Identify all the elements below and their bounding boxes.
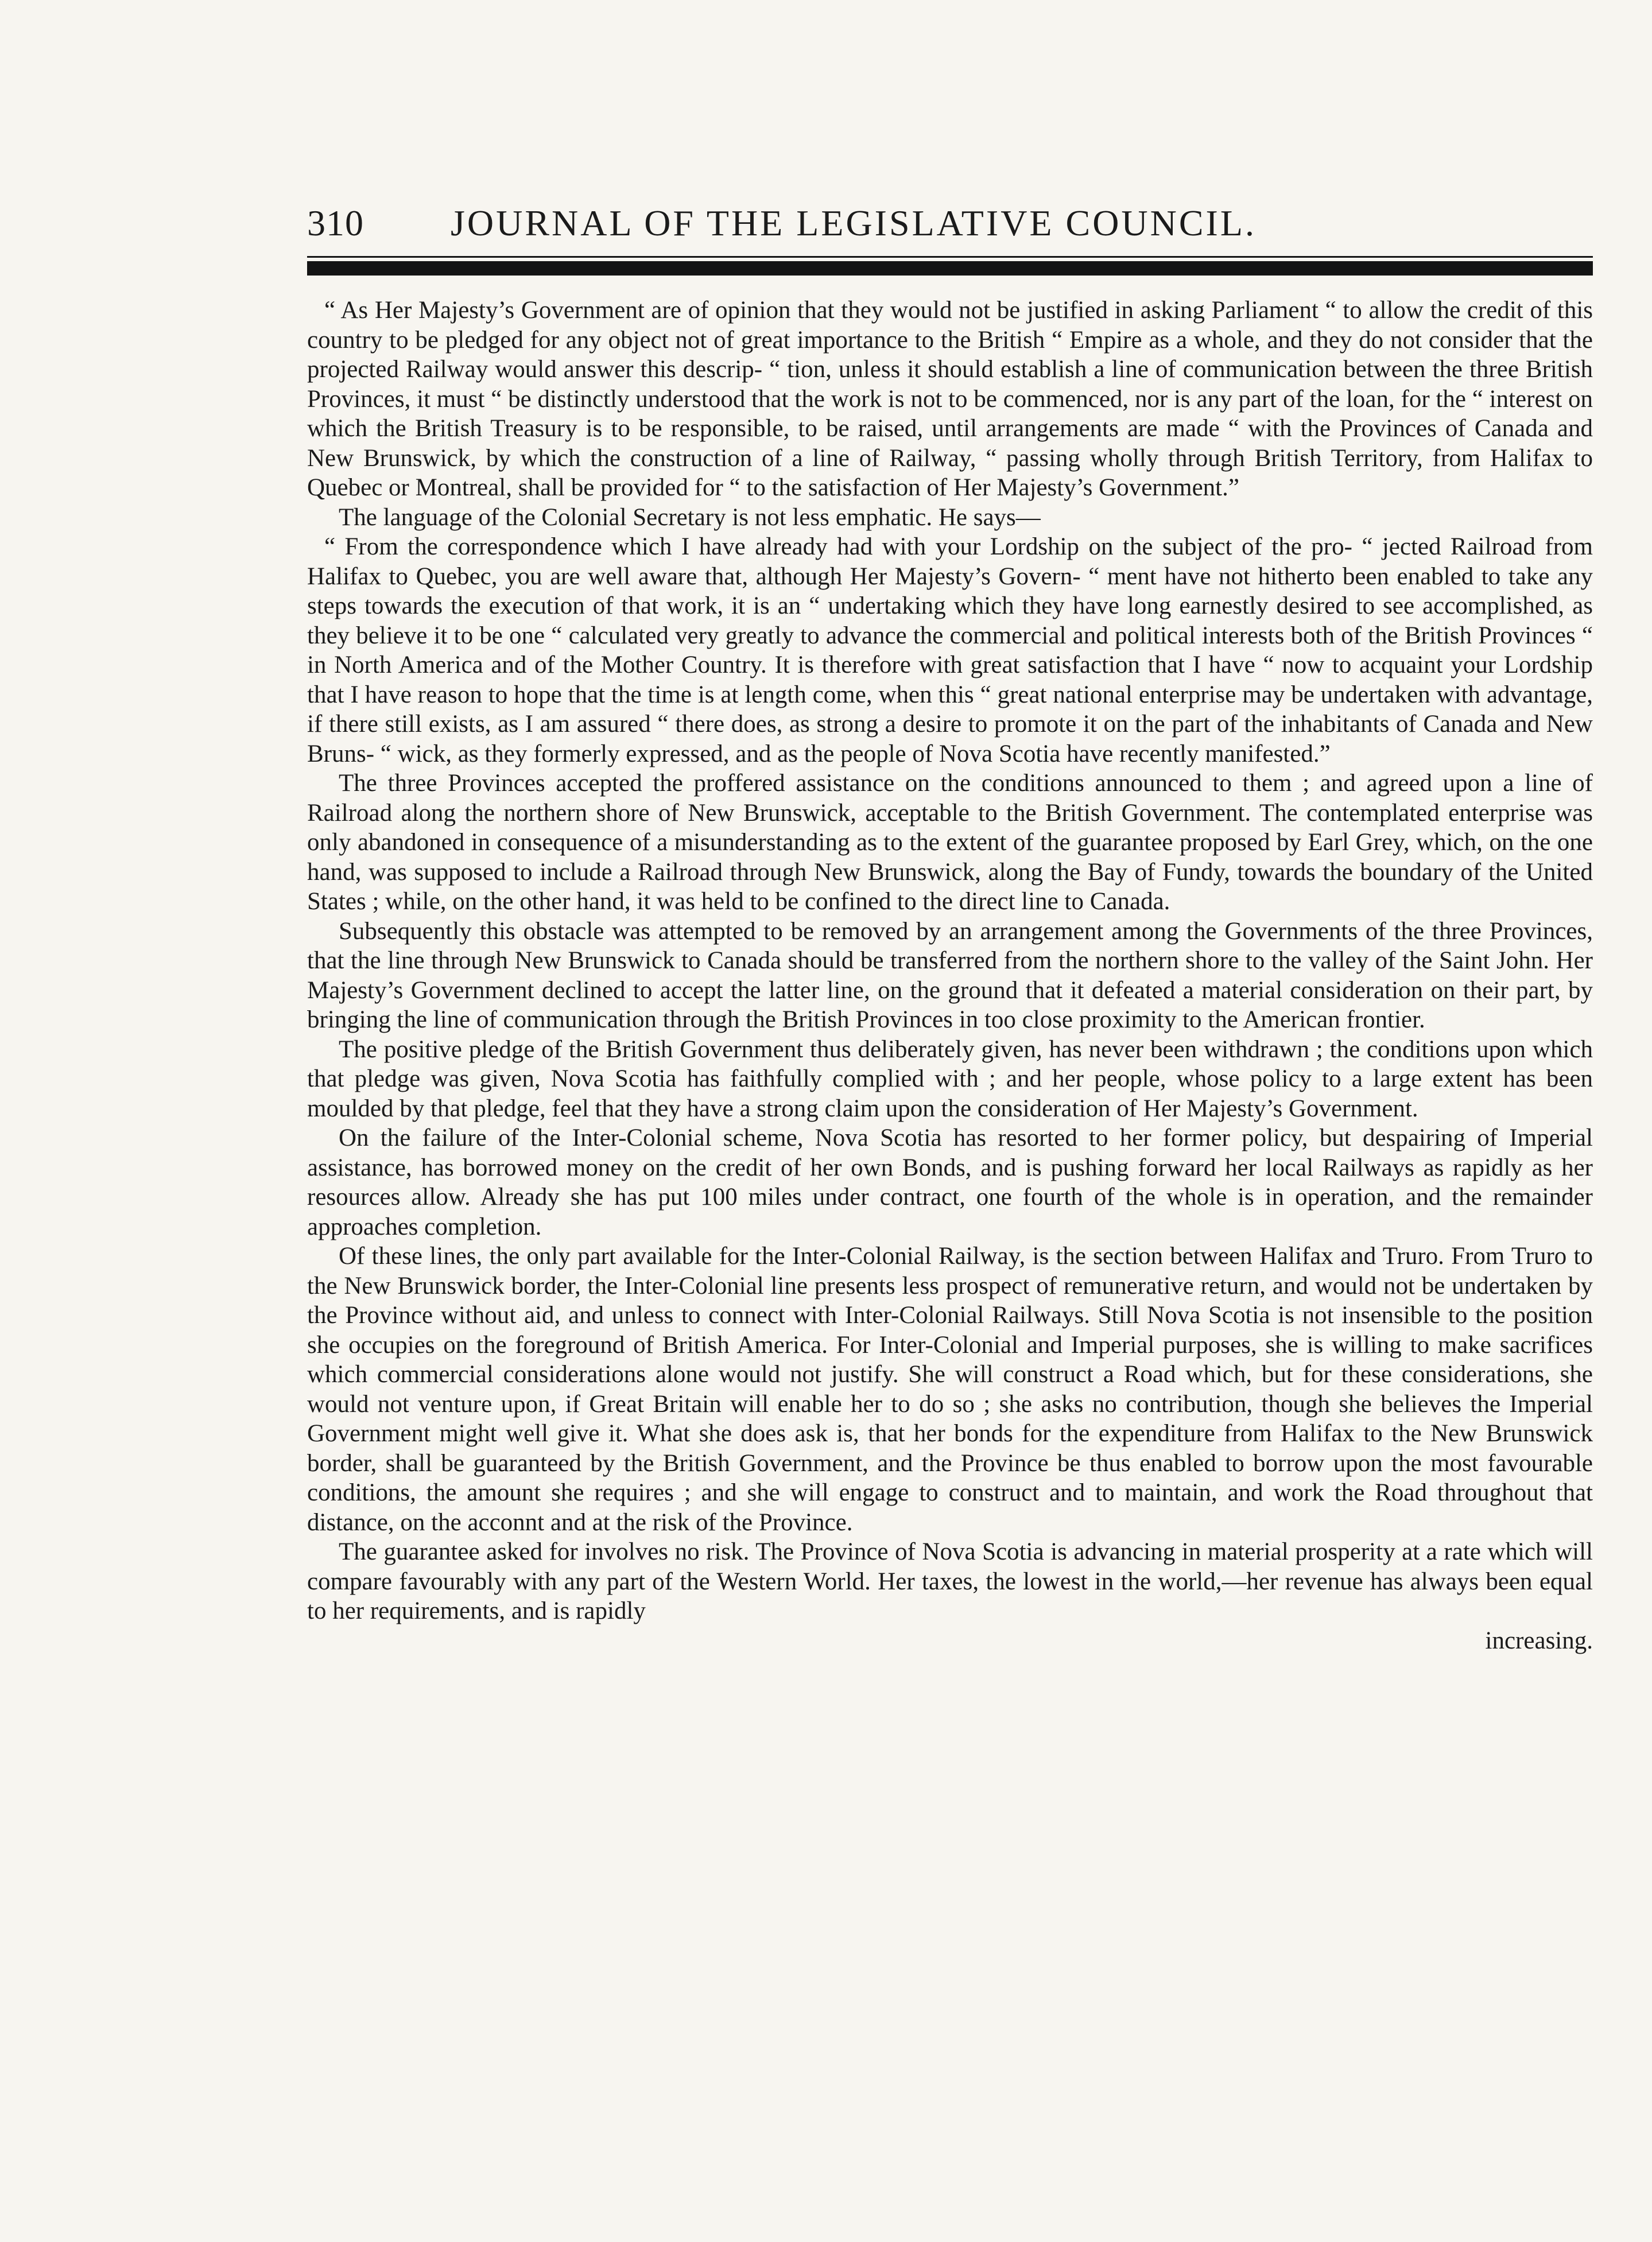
body-text: [307, 296, 1593, 1655]
header-rule: [307, 261, 1593, 276]
paragraph-quote-3: “ From the correspondence which I have already had with your Lordship on the subject of the pro- “ jected Railroad from Halifax to Quebec, you are well aware that, although Her Majesty’s Govern- “ ment have not hitherto been enabled to take any steps towards the execution of that work, it is an “ undertaking which they have long earnestly desired to see accomplished, as they believe it to be one “ calculated very greatly to advance the commercial and political interests both of the British Provinces “ in North America and of the Mother Country. It is therefore with great satisfaction that I have “ now to acquaint your Lordship that I have reason to hope that the time is at length come, when this “ great national enterprise may be undertaken with advantage, if there still exists, as I am assured “ there does, as strong a desire to promote it on the part of the inhabitants of Canada and New Bruns- “ wick, as they formerly expressed, and as the people of Nova Scotia have recently manifested.”: [307, 533, 1593, 767]
running-title: JOURNAL OF THE LEGISLATIVE COUNCIL.: [451, 203, 1257, 243]
paragraph-6: The positive pledge of the British Government thus deliberately given, has never been withdrawn ; the conditions upon which that pledge was given, Nova Scotia has faithfully complied with ; and her people, whose policy to a large extent has been moulded by that pledge, feel that they have a strong claim upon the consideration of Her Majesty’s Government.: [307, 1035, 1593, 1122]
paragraph-9: The guarantee asked for involves no risk. The Province of Nova Scotia is advancing in material prosperity at a rate which will compare favourably with any part of the Western World. Her taxes, the lowest in the world,—her revenue has always been equal to her requirements, and is rapidly: [307, 1538, 1593, 1624]
paragraph-4: The three Provinces accepted the proffered assistance on the conditions announced to them ; and agreed upon a line of Railroad along the northern shore of New Brunswick, acceptable to the British Government. The contemplated enterprise was only abandoned in consequence of a misunderstanding as to the extent of the guarantee proposed by Earl Grey, which, on the one hand, was supposed to include a Railroad through New Brunswick, along the Bay of Fundy, towards the boundary of the United States ; while, on the other hand, it was held to be confined to the direct line to Canada.: [307, 770, 1593, 915]
paragraph-8: Of these lines, the only part available for the Inter-Colonial Railway, is the section between Halifax and Truro. From Truro to the New Brunswick border, the Inter-Colonial line presents less prospect of remunerative return, and would not be undertaken by the Province without aid, and unless to connect with Inter-Colonial Railways. Still Nova Scotia is not insensible to the position she occupies on the foreground of British America. For Inter-Colonial and Imperial purposes, she is willing to make sacrifices which commercial considerations alone would not justify. She will construct a Road which, but for these considerations, she would not venture upon, if Great Britain will enable her to do so ; she asks no contribution, though she believes the Imperial Government might well give it. What she does ask is, that her bonds for the expenditure from Halifax to the New Brunswick border, shall be guaranteed by the British Government, and the Province be thus enabled to borrow upon the most favourable conditions, the amount she requires ; and she will engage to construct and to maintain, and work the Road throughout that distance, on the acconnt and at the risk of the Province.: [307, 1243, 1593, 1536]
paragraph-2: The language of the Colonial Secretary is not less emphatic. He says—: [339, 503, 1041, 531]
paragraph-quote-1: “ As Her Majesty’s Government are of opinion that they would not be justified in asking Parliament “ to allow the credit of this country to be pledged for any object not of great importance to the British “ Empire as a whole, and they do not consider that the projected Railway would answer this descrip- “ tion, unless it should establish a line of communication between the three British Provinces, it must “ be distinctly understood that the work is not to be commenced, nor is any part of the loan, for the “ interest on which the British Treasury is to be responsible, to be raised, until arrangements are made “ with the Provinces of Canada and New Brunswick, by which the construction of a line of Railway, “ passing wholly through British Territory, from Halifax to Quebec or Montreal, shall be provided for “ to the satisfaction of Her Majesty’s Government.”: [307, 297, 1593, 501]
paragraph-7: On the failure of the Inter-Colonial scheme, Nova Scotia has resorted to her former policy, but despairing of Imperial assistance, has borrowed money on the credit of her own Bonds, and is pushing forward her local Railways as rapidly as her resources allow. Already she has put 100 miles under contract, one fourth of the whole is in operation, and the remainder approaches completion.: [307, 1124, 1593, 1240]
paragraph-5: Subsequently this obstacle was attempted to be removed by an arrangement among the Governments of the three Provinces, that the line through New Brunswick to Canada should be transferred from the northern shore to the valley of the Saint John. Her Majesty’s Government declined to accept the latter line, on the ground that it defeated a material consideration on their part, by bringing the line of communication through the British Provinces in too close proximity to the American frontier.: [307, 917, 1593, 1033]
closing-word: increasing.: [1485, 1627, 1593, 1654]
page-header: [307, 202, 1593, 254]
page-number: 310: [307, 203, 364, 243]
